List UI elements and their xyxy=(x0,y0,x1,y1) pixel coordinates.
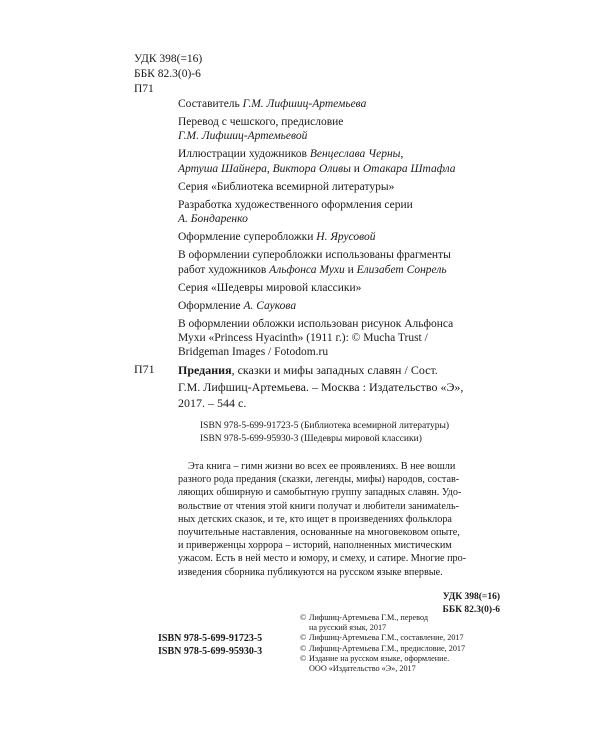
compiler-credit: Составитель Г.М. Лифшиц-Артемьева xyxy=(178,98,367,110)
abstract-line: разного рода предания (сказки, легенды, мифы) народов, состав- xyxy=(178,474,460,486)
bbk-code: ББК 82.3(0)-6 xyxy=(442,604,500,615)
copyright-item: © Лифшиц-Артемьева Г.М., составление, 2017 xyxy=(300,633,464,643)
translation-credit: Перевод с чешского, предисловие Г.М. Лифшиц-Артемьевой xyxy=(178,116,344,143)
isbn-line: ISBN 978-5-699-91723-5 (Библиотека всемирной литературы) xyxy=(200,421,450,431)
copyright-icon: © xyxy=(300,643,307,653)
abstract-line: изведения сборника публикуются на русском языке впервые. xyxy=(178,566,443,578)
copyright-item: © Лифшиц-Артемьева Г.М., предисловие, 2017 xyxy=(300,643,466,653)
copyright-block: © Лифшиц-Артемьева Г.М., перевод на русский язык, 2017 © Лифшиц-Артемьева Г.М., составление, 2017 © Лифшиц-Артемьева Г.М., предисловие, 2017 © Издание на русском языке, оформление. ООО «Издательство «Э», 2017 xyxy=(300,613,505,674)
book-title: Предания xyxy=(178,363,232,377)
jacket-fragments-credit: В оформлении суперобложки использованы фрагменты работ художников Альфонса Мухи и Елизабет Сонрель xyxy=(178,249,451,276)
bbk-code: ББК 82.3(0)-6 xyxy=(134,68,201,80)
copyright-item: © Издание на русском языке, оформление. xyxy=(300,653,450,663)
isbn-line: ISBN 978-5-699-91723-5 xyxy=(158,633,263,644)
abstract-line: ужасом. Есть в ней место и юмору, и смеху, и сатире. Многие про- xyxy=(178,553,467,565)
series-design-credit: Разработка художественного оформления серии А. Бондаренко xyxy=(178,198,413,226)
credits-block xyxy=(178,97,498,360)
copyright-item: © Лифшиц-Артемьева Г.М., перевод xyxy=(300,613,428,622)
abstract-line: ных детских сказок, и те, кто ищет в произведениях фольклора xyxy=(178,513,452,525)
abstract-line: и приверженцы хоррора – историй, наполненных мистическим xyxy=(178,540,452,552)
cover-design-credit: Оформление А. Саукова xyxy=(178,299,297,312)
abstract-line: поучительные наставления, основанные на многовековом опыте, xyxy=(178,527,460,539)
copyright-icon: © xyxy=(300,613,307,622)
translator-name: Г.М. Лифшиц-Артемьевой xyxy=(178,130,308,143)
isbn-list-series xyxy=(200,420,449,445)
bibliography-mark: П71 xyxy=(134,362,155,376)
jacket-design-credit: Оформление суперобложки Н. Ярусовой xyxy=(178,231,376,244)
cover-image-credit: В оформлении обложки использован рисунок Альфонса Мухи «Princess Hyacinth» (1911 г.): © Mucha Trust / Bridgeman Images / Fotodom.ru xyxy=(178,317,454,359)
abstract xyxy=(178,460,500,579)
copyright-icon: © xyxy=(300,653,307,663)
series-library: Серия «Библиотека всемирной литературы» xyxy=(178,180,395,193)
abstract-line: вольствие от чтения этой книги получат и любители занимatель- xyxy=(178,500,459,512)
isbn-list xyxy=(158,633,262,658)
abstract-line: ляющих обширную и самобытную группу западных славян. Удо- xyxy=(178,487,462,499)
udk-code: УДК 398(=16) xyxy=(442,592,500,602)
bibliographic-record: Предания, сказки и мифы западных славян / Сост. Г.М. Лифшиц-Артемьева. – Москва : Издательство «Э», 2017. – 544 с. xyxy=(178,363,464,410)
isbn-line: ISBN 978-5-699-95930-3 xyxy=(158,645,263,657)
udk-code: УДК 398(=16) xyxy=(134,53,203,65)
series-masterpieces: Серия «Шедевры мировой классики» xyxy=(178,281,362,294)
compiler-name: Г.М. Лифшиц-Артемьева xyxy=(242,98,367,110)
isbn-line: ISBN 978-5-699-95930-3 (Шедевры мировой классики) xyxy=(200,433,422,444)
author-mark: П71 xyxy=(134,83,154,95)
illustrations-credit: Иллюстрации художников Венцеслава Черны, Артуша Шайнера, Виктора Оливы и Отакара Штафла xyxy=(178,148,456,175)
classification-codes xyxy=(134,52,202,97)
copyright-icon: © xyxy=(300,633,307,643)
abstract-line: Эта книга – гимн жизни во всех ее проявлениях. В нее вошли xyxy=(188,461,456,472)
